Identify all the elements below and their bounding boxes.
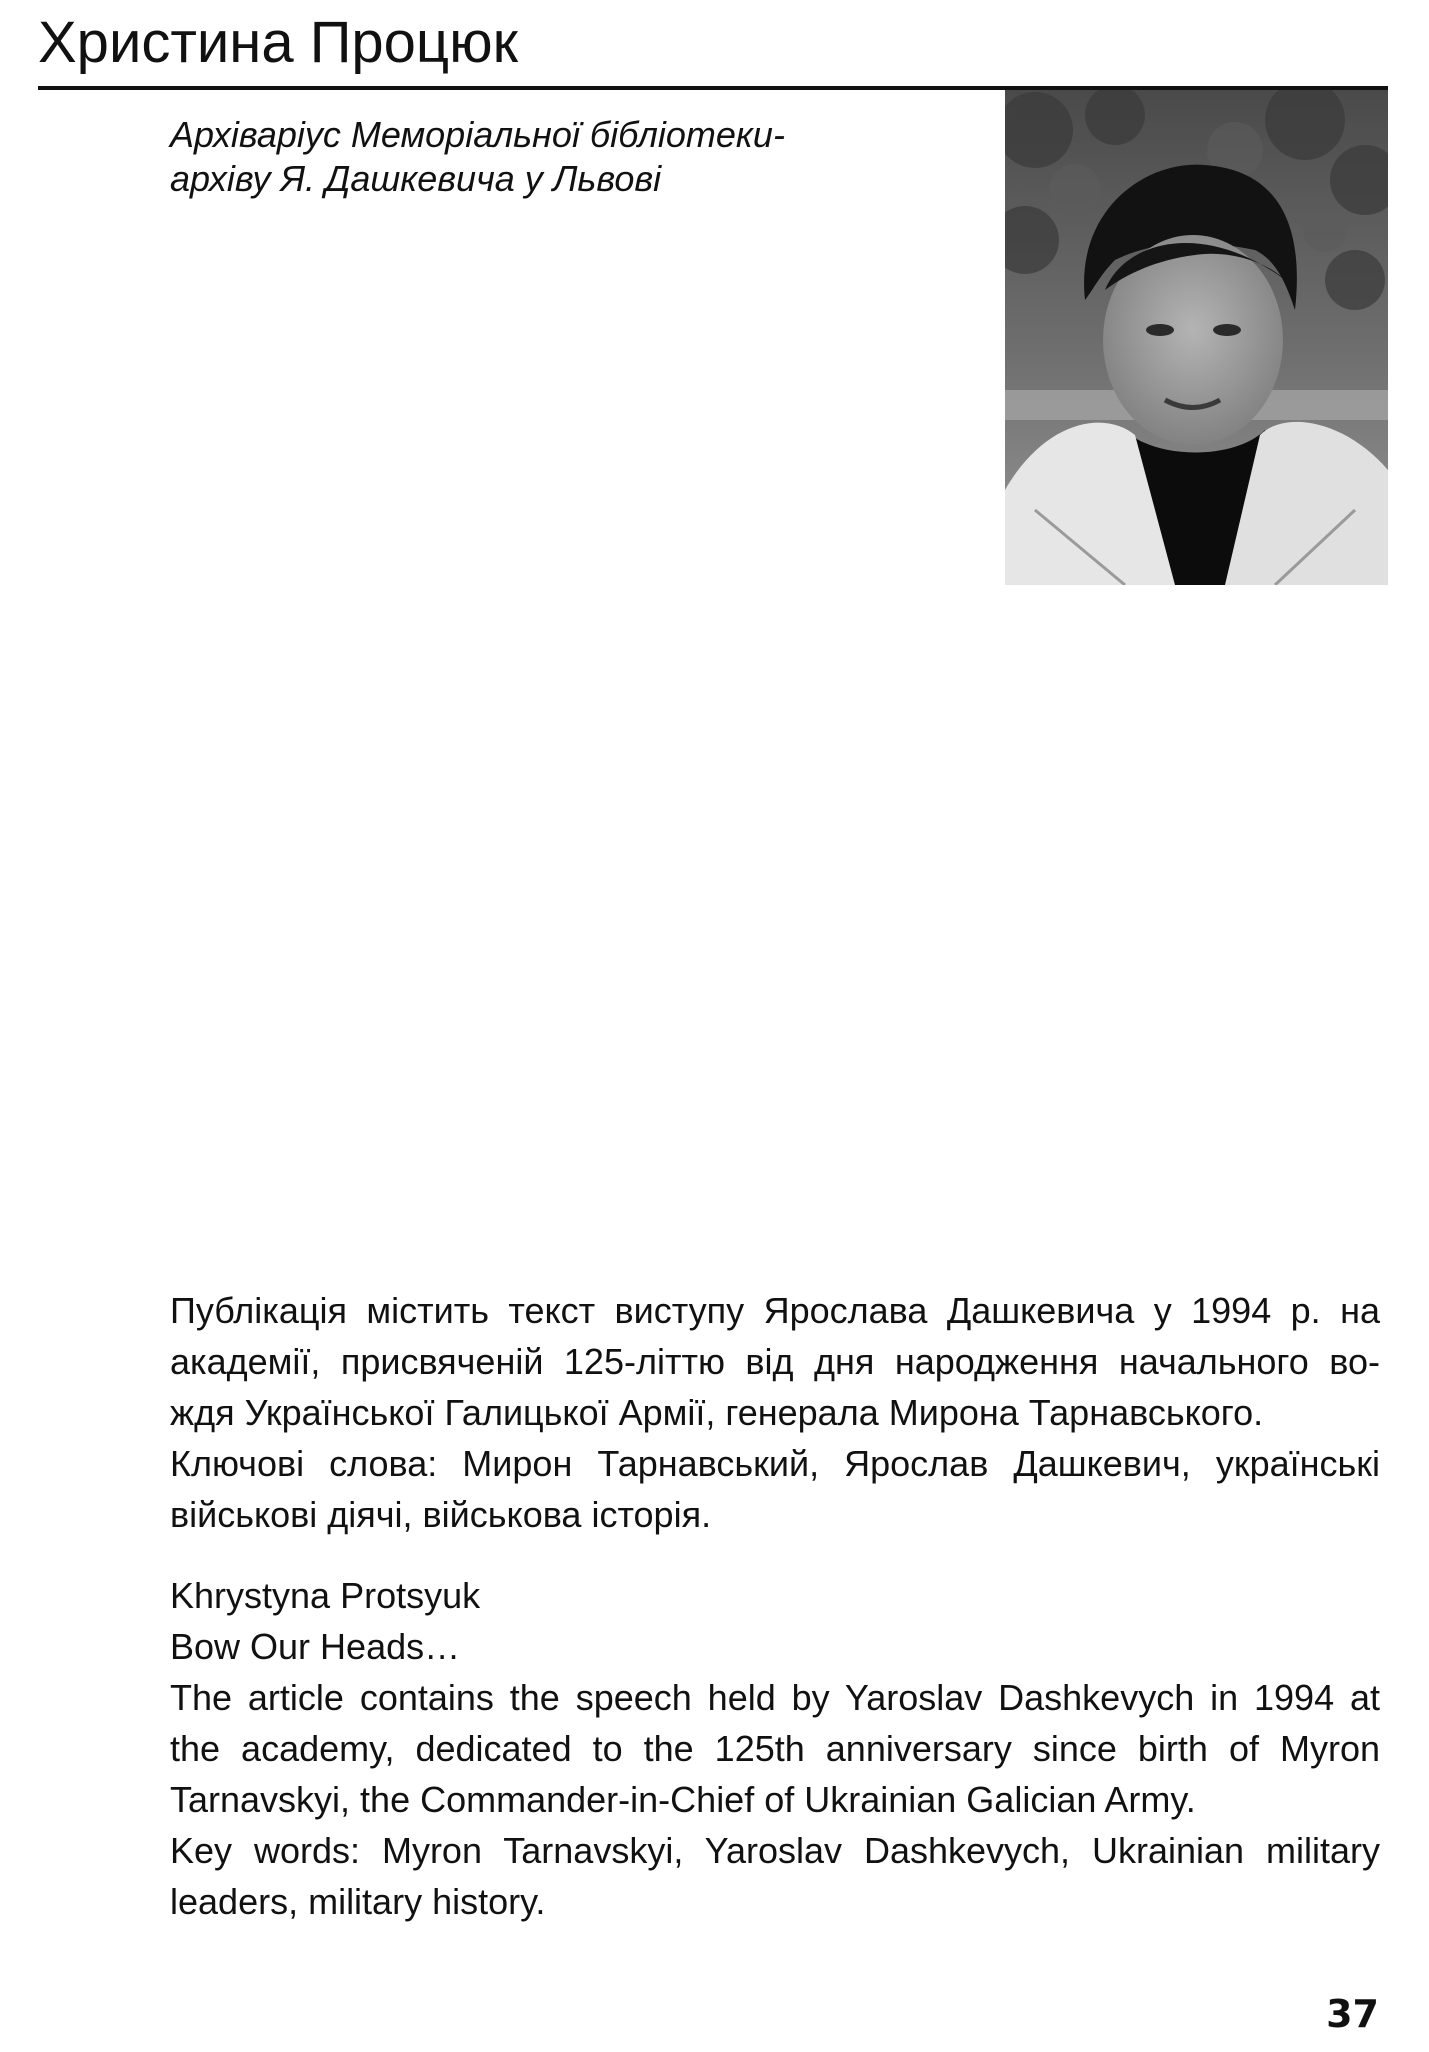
abstract-en-title: Bow Our Heads…: [170, 1626, 461, 1667]
abstract-en-keywords-line: Key words: Myron Tarnavskyi, Yaroslav Dashkevych, Ukrainian military: [170, 1830, 1380, 1871]
affiliation-line: архіву Я. Дашкевича у Львові: [170, 158, 662, 199]
abstract-en-line: Tarnavskyi, the Commander-in-Chief of Ukrainian Galician Army.: [170, 1779, 1196, 1820]
abstract-uk-keywords-line: військові діячі, військова історія.: [170, 1494, 712, 1535]
abstract-uk-keywords-line: Ключові слова: Мирон Тарнавський, Ярослав Дашкевич, українські: [170, 1443, 1380, 1484]
author-name: Христина Процюк: [38, 10, 519, 75]
author-affiliation: [170, 113, 990, 201]
abstract-block: [170, 1285, 1380, 1927]
affiliation-line: Архіваріус Меморіальної бібліотеки-: [170, 114, 785, 155]
portrait-illustration: [1005, 90, 1388, 585]
abstract-uk-line: академії, присвяченій 125-літтю від дня народження начального во-: [170, 1341, 1380, 1382]
abstract-en-author: Khrystyna Protsyuk: [170, 1575, 481, 1616]
abstract-en-line: the academy, dedicated to the 125th anniversary since birth of Myron: [170, 1728, 1380, 1769]
abstract-uk-line: Публікація містить текст виступу Ярослава Дашкевича у 1994 р. на: [170, 1290, 1380, 1331]
abstract-uk-line: ждя Української Галицької Армії, генерала Мирона Тарнавського.: [170, 1392, 1264, 1433]
author-portrait-photo: [1005, 90, 1388, 585]
abstract-en-line: The article contains the speech held by Yaroslav Dashkevych in 1994 at: [170, 1677, 1380, 1718]
page-number: 37: [1326, 1992, 1379, 2036]
paragraph-gap: [170, 1540, 1380, 1570]
abstract-en-keywords-line: leaders, military history.: [170, 1881, 546, 1922]
